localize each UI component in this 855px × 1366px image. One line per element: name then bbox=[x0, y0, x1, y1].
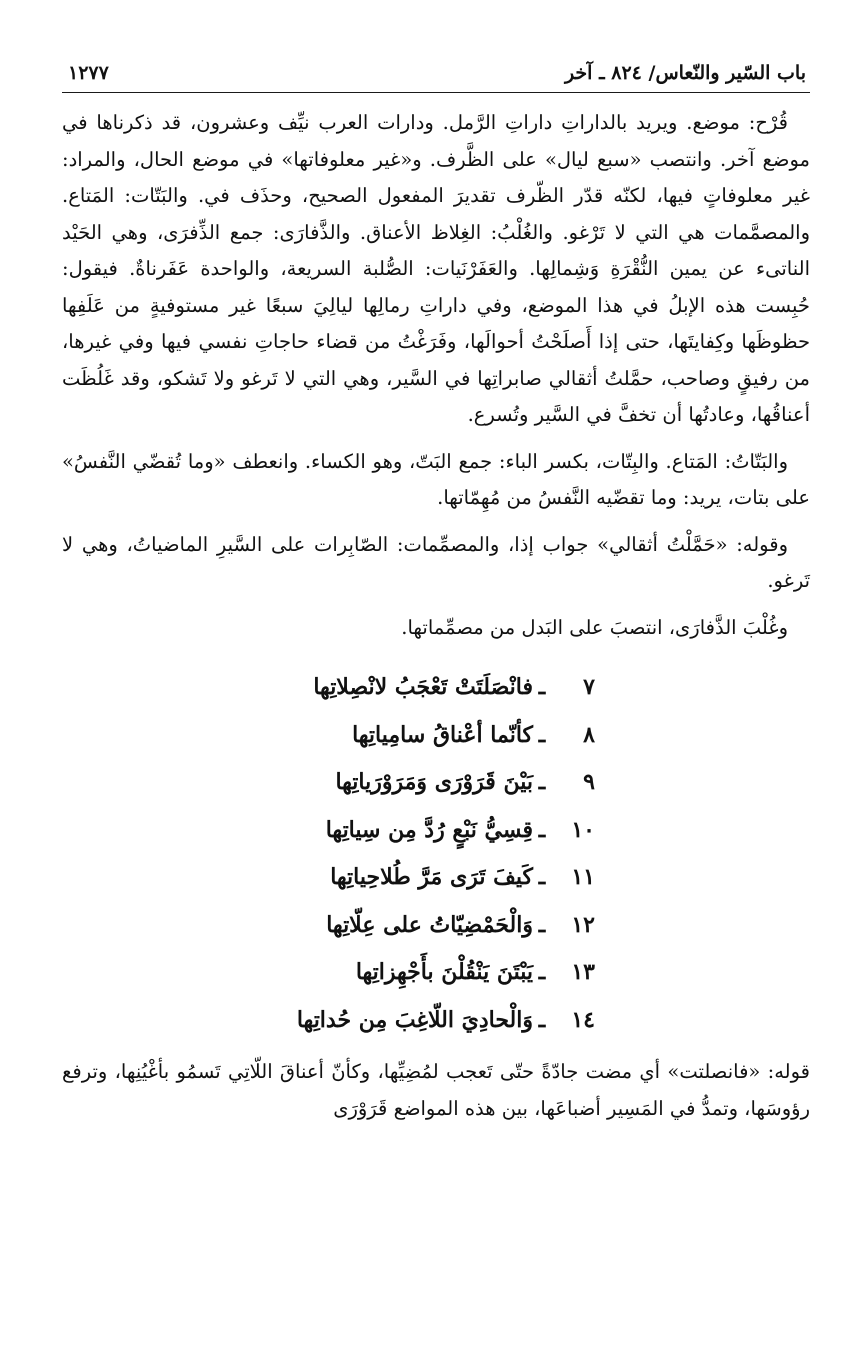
commentary-paragraph: قُرْح: موضع. ويريد بالداراتِ داراتِ الرَّمل. ودارات العرب نيِّف وعشرون، قد ذكرناها في موضع آخر. وانتصب «سبع ليال» على الظَّرف. و«غير معلوفاتها» في موضع الحال، والمراد: غير معلوفاتٍ فيها، لكنّه قدّر الظّرف تقديرَ المفعول الصحيح، وحذَف في. والبَتّات: المَتاع. والمصمَّمات هي التي لا تَرْغو. والغُلْبُ: الغِلاظ الأعناق. والذَّفارَى: جمع الذِّفرَى، وهي الحَيْد الناتىء عن يمين النُّقْرَةِ وَشِمالِها. والعَفَرْنَيات: الصُّلبة السريعة، والواحدة عَفَرناةٌ. فيقول: حُبِست هذه الإبلُ في هذا الموضع، وفي داراتِ رمالِها ليالِيَ سبعًا غير مستوفيةٍ من عَلَفِها حظوظَها وكِفايتَها، حتى إذا أَصلَحْتُ أحوالَها، وفَرَغْتُ من قضاء حاجاتِ نفسي فيها وفي غيرها، من رفيقٍ وصاحب، حمَّلتُ أثقالي صابراتِها في السَّير، وهي التي لا تَرغو ولا تَشكو، وقد غَلُظَت أعناقُها، وعادتُها أن تخفَّ في السَّير وتُسرع. bbox=[62, 111, 810, 426]
verse-dash: ـ bbox=[538, 816, 546, 843]
page-body bbox=[62, 93, 810, 1127]
verse-line bbox=[62, 949, 810, 997]
verse-text: وَالْحادِيَ اللّاغِبَ مِن حُداتِها bbox=[296, 1006, 533, 1033]
document-page bbox=[62, 58, 810, 1338]
verse-number: ١٤ bbox=[571, 1006, 595, 1033]
verse-line bbox=[62, 854, 810, 902]
verse-dash: ـ bbox=[538, 864, 546, 890]
verse-text: بَيْنَ قَرَوْرَى وَمَرَوْرَياتِها bbox=[335, 769, 533, 795]
commentary-paragraph: قوله: «فانصلتت» أي مضت جادّةً حتّى تَعجب لمُضِيِّها، وكأنّ أعناقَ اللّاتِي تَسمُو بأغْيُنِها، وترفع رؤوسَها، وتمدُّ في المَسِير أضباعَها، بين هذه المواضع قَرَوْرَى bbox=[62, 1060, 810, 1120]
commentary-paragraph: وقوله: «حَمَّلْتُ أثقالي» جواب إذا، والمصمِّمات: الصّابِرات على السَّيرِ الماضياتُ، وهي لا تَرغو. bbox=[62, 532, 810, 592]
verse-line bbox=[62, 807, 810, 855]
commentary-paragraph: وغُلْبَ الذَّفارَى، انتصبَ على البَدل من مصمِّماتها. bbox=[401, 615, 788, 639]
verse-number: ١٣ bbox=[571, 959, 595, 985]
verse-line bbox=[62, 997, 810, 1045]
verse-dash: ـ bbox=[538, 721, 546, 748]
verse-text: وَالْحَمْضِيّاتُ على عِلّاتِها bbox=[326, 911, 533, 938]
verse-number: ١٢ bbox=[571, 911, 595, 938]
verse-text: كأنّما أعْناقُ سامِياتِها bbox=[352, 721, 533, 748]
verse-text: فانْصَلَتَتْ تَعْجَبُ لانْصِلاتِها bbox=[313, 674, 533, 700]
verse-text: كَيفَ تَرَى مَرَّ طُلاحِياتِها bbox=[330, 864, 533, 890]
verse-dash: ـ bbox=[538, 674, 546, 700]
verse-dash: ـ bbox=[538, 769, 546, 795]
verse-number: ٧ bbox=[583, 674, 595, 700]
header-title: باب السّير والنّعاس/ ٨٢٤ ـ آخر bbox=[564, 62, 806, 84]
verse-dash: ـ bbox=[538, 1006, 546, 1033]
verse-text: يَبْتَنَ يَنْقُلْنَ بأَجْهِزاتِها bbox=[355, 959, 533, 985]
verse-number: ٨ bbox=[583, 721, 595, 748]
verse-number: ١٠ bbox=[571, 816, 595, 843]
verse-line bbox=[62, 712, 810, 760]
verse-number: ٩ bbox=[583, 769, 595, 795]
verse-line bbox=[62, 759, 810, 807]
running-header bbox=[62, 58, 810, 93]
verse-list bbox=[62, 664, 810, 1044]
verse-line bbox=[62, 664, 810, 712]
verse-line bbox=[62, 902, 810, 950]
page-number: ١٢٧٧ bbox=[68, 62, 109, 84]
commentary-paragraph: والبَتّاتُ: المَتاع. والبِتّات، بكسر الباء: جمع البَتّ، وهو الكساء. وانعطف «وما تُقضّي النَّفسُ» على بتات، يريد: وما تقضّيه النَّفسُ من مُهِمّاتها. bbox=[62, 449, 810, 509]
verse-dash: ـ bbox=[538, 959, 546, 985]
verse-text: قِسِيُّ نَبْعٍ رُدَّ مِن سِياتِها bbox=[325, 816, 533, 843]
verse-number: ١١ bbox=[571, 864, 595, 890]
verse-dash: ـ bbox=[538, 911, 546, 938]
